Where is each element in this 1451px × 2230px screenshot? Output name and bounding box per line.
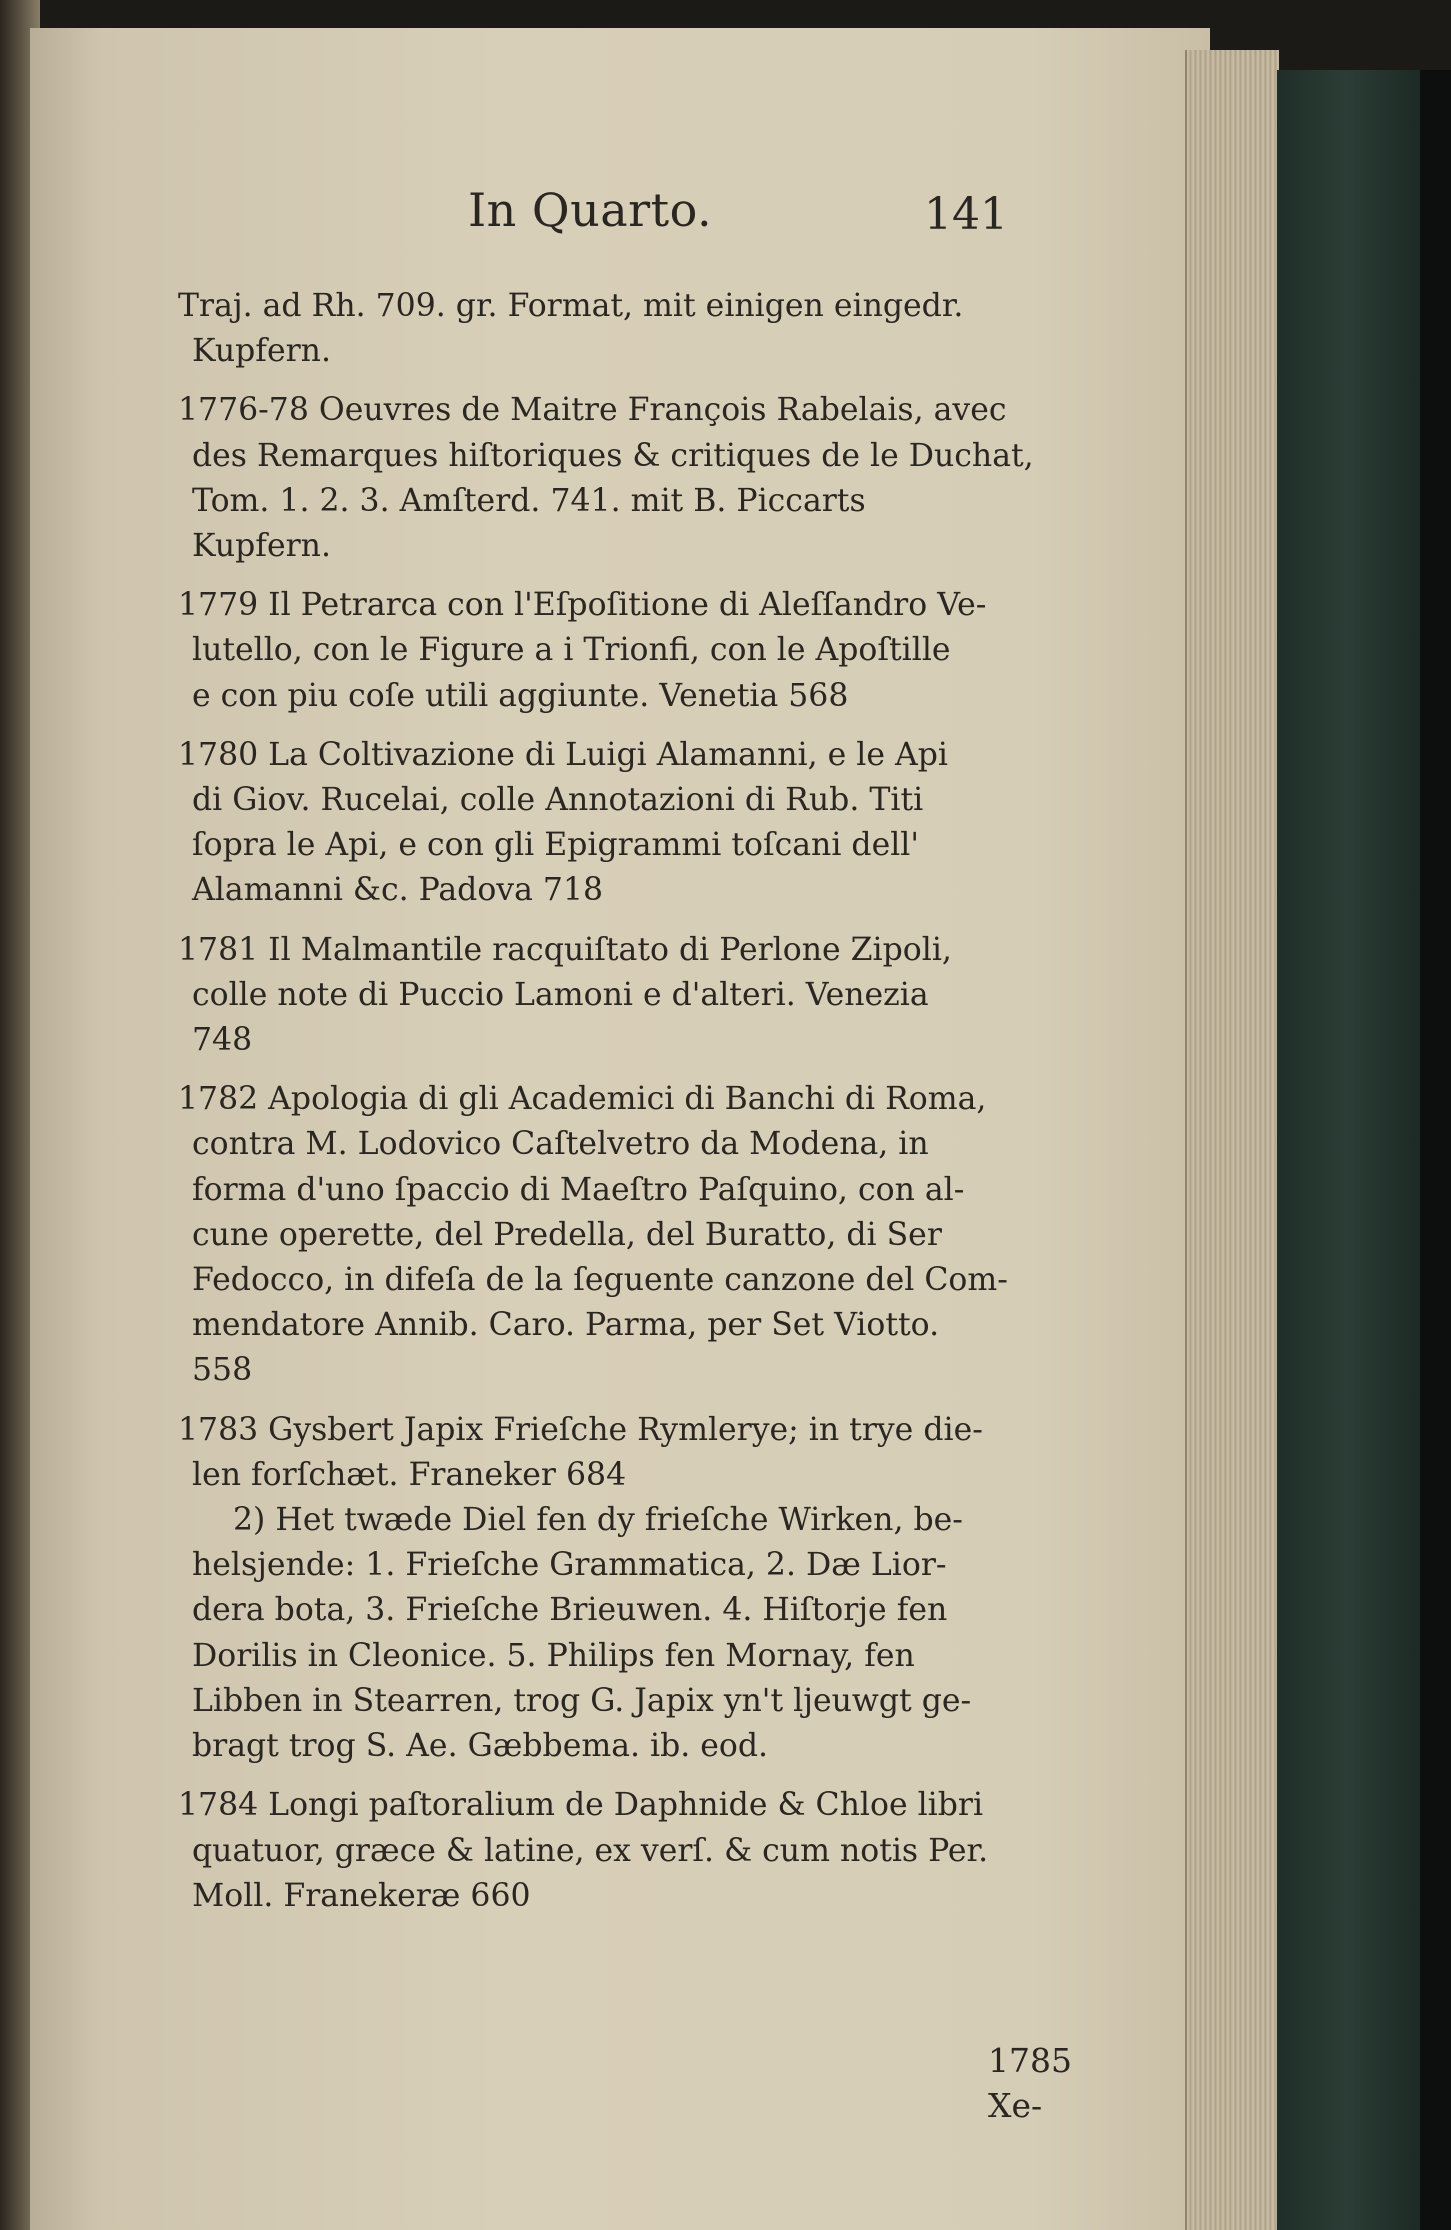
entry-line: dera bota, 3. Frieſche Brieuwen. 4. Hiſtorje fen xyxy=(192,1592,948,1629)
entry-line: len forſchæt. Franeker 684 xyxy=(192,1456,627,1493)
entry-line: 1776-78 Oeuvres de Maitre François Rabelais, avec xyxy=(178,392,1007,429)
entry-line: 748 xyxy=(192,1022,253,1059)
running-title: In Quarto. xyxy=(468,183,713,237)
entry-line: e con piu coſe utili aggiunte. Venetia 568 xyxy=(192,677,849,714)
entry-line: colle note di Puccio Lamoni e d'alteri. Venezia xyxy=(192,976,929,1013)
entry-1779 xyxy=(178,583,1008,719)
entry-line: helsjende: 1. Frieſche Grammatica, 2. Dæ Lior- xyxy=(192,1547,947,1584)
entry-subitem: 2) Het twæde Diel fen dy frieſche Wirken, be- xyxy=(233,1502,963,1539)
entry-line: forma d'uno ſpaccio di Maeſtro Paſquino, con al- xyxy=(192,1171,965,1208)
entry-1780 xyxy=(178,733,1008,914)
entry-line: ſopra le Api, e con gli Epigrammi toſcani dell' xyxy=(192,827,920,864)
cover-edge xyxy=(1420,70,1451,2230)
entry-line: Libben in Stearren, trog G. Japix yn't ljeuwgt ge- xyxy=(192,1682,972,1719)
page-header xyxy=(178,183,1008,268)
entry-line: Tom. 1. 2. 3. Amſterd. 741. mit B. Piccarts xyxy=(192,482,866,519)
entry-line: 1783 Gysbert Japix Frieſche Rymlerye; in trye die- xyxy=(178,1411,983,1448)
entry-line: Alamanni &c. Padova 718 xyxy=(192,872,604,909)
entry-line: Dorilis in Cleonice. 5. Philips fen Mornay, fen xyxy=(192,1637,915,1674)
entry-line: Traj. ad Rh. 709. gr. Format, mit einigen eingedr. xyxy=(178,288,964,324)
entry-line: des Remarques hiſtoriques & critiques de le Duchat, xyxy=(192,437,1034,474)
entry-line: cune operette, del Predella, del Buratto, di Ser xyxy=(192,1216,942,1253)
entry-line: mendatore Annib. Caro. Parma, per Set Viotto. xyxy=(192,1307,940,1344)
page-number: 141 xyxy=(924,189,1008,240)
entry-line: Fedocco, in difeſa de la ſeguente canzone del Com- xyxy=(192,1262,1008,1299)
entry-line: quatuor, græce & latine, ex verſ. & cum notis Per. xyxy=(192,1832,989,1869)
entry-line: 1779 Il Petrarca con l'Eſpoſitione di Aleſſandro Ve- xyxy=(178,587,987,624)
entry-line: 1784 Longi paſtoralium de Daphnide & Chloe libri xyxy=(178,1787,984,1824)
entry-1776 xyxy=(178,388,1034,569)
entry-line: 558 xyxy=(192,1352,253,1389)
entry-line: 1781 Il Malmantile racquiſtato di Perlone Zipoli, xyxy=(178,931,952,968)
entry-1783 xyxy=(178,1408,1008,1770)
page-edges xyxy=(1185,50,1279,2230)
entry-line: Moll. Franekeræ 660 xyxy=(192,1877,531,1914)
entry-1784 xyxy=(178,1783,1008,1919)
entry-1781 xyxy=(178,928,1008,1064)
entry-line: contra M. Lodovico Caſtelvetro da Modena, in xyxy=(192,1126,929,1163)
entry-line: Kupfern. xyxy=(192,528,331,565)
entry-line: di Giov. Rucelai, colle Annotazioni di Rub. Titi xyxy=(192,782,924,819)
entry-line: lutello, con le Figure a i Trionfi, con le Apoſtille xyxy=(192,632,951,669)
entry-1782 xyxy=(178,1077,1008,1393)
entry-line: bragt trog S. Ae. Gæbbema. ib. eod. xyxy=(192,1728,769,1765)
entry-line: 1782 Apologia di gli Academici di Banchi di Roma, xyxy=(178,1081,987,1118)
entry-line: Kupfern. xyxy=(192,333,331,370)
entry-continuation xyxy=(178,284,1008,374)
entry-line: 1780 La Coltivazione di Luigi Alamanni, e le Api xyxy=(178,736,948,773)
page-text xyxy=(178,183,1072,2126)
catchword: 1785 Xe- xyxy=(988,2041,1072,2126)
